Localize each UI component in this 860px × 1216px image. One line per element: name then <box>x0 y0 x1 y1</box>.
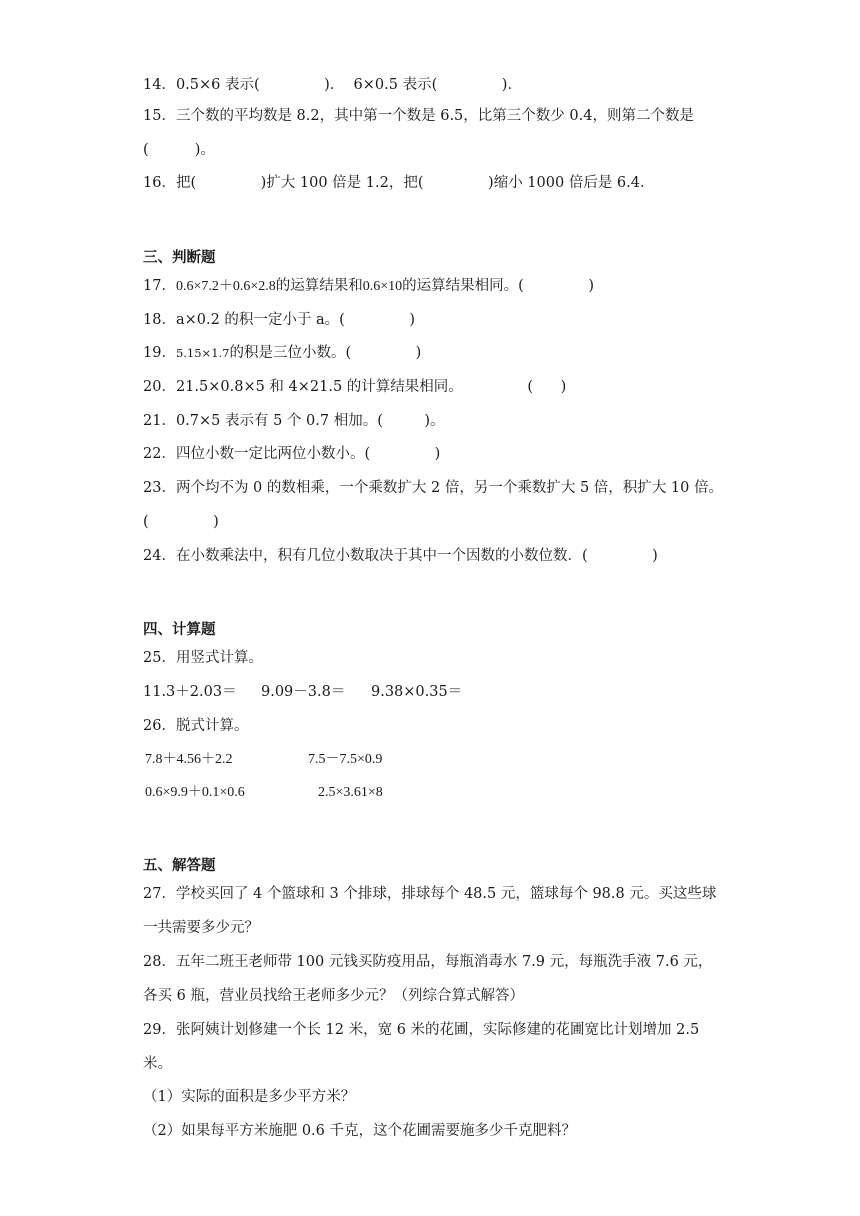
question-19 <box>143 343 421 363</box>
question-19-number: 19． <box>143 345 176 361</box>
question-26: 26．脱式计算。 <box>143 718 249 734</box>
question-28-line-1: 28．五年二班王老师带 100 元钱买防疫用品，每瓶消毒水 7.9 元，每瓶洗手液 7.6 元， <box>143 954 713 970</box>
question-25-item-2: 9.09－3.8＝ <box>261 684 346 700</box>
question-27-line-2: 一共需要多少元？ <box>143 920 259 936</box>
question-14: 14．0.5×6 表示( )． 6×0.5 表示( )． <box>143 77 522 93</box>
question-25: 25．用竖式计算。 <box>143 650 263 666</box>
question-15-line-1: 15．三个数的平均数是 8.2，其中第一个数是 6.5，比第三个数少 0.4，则第二个数是 <box>143 108 694 124</box>
question-28-line-2: 各买 6 瓶，营业员找给王老师多少元？（列综合算式解答） <box>143 988 524 1004</box>
question-24: 24．在小数乘法中，积有几位小数取决于其中一个因数的小数位数．( ) <box>143 548 658 564</box>
question-17-tail: 的运算结果相同。( ) <box>402 278 594 294</box>
question-23-line-1: 23．两个均不为 0 的数相乘，一个乘数扩大 2 倍，另一个乘数扩大 5 倍，积扩大 10 倍。 <box>143 480 723 496</box>
question-17-number: 17． <box>143 278 176 294</box>
question-19-expression: 5.15×1.7 <box>175 346 230 360</box>
question-17 <box>143 276 594 297</box>
question-29-line-2: 米。 <box>143 1056 172 1072</box>
question-17-middle: 的运算结果和 <box>275 278 363 294</box>
question-23-line-2: ( ) <box>143 514 219 530</box>
question-15-line-2: ( )。 <box>143 142 215 158</box>
question-26-item-2: 7.5－7.5×0.9 <box>308 752 383 767</box>
section-heading-calculation: 四、计算题 <box>143 621 216 638</box>
question-17-expression: 0.6×7.2＋0.6×2.8 <box>175 279 276 294</box>
section-heading-true-false: 三、判断题 <box>143 249 216 266</box>
question-29-sub-1: （1）实际的面积是多少平方米？ <box>143 1089 356 1105</box>
question-29-line-1: 29．张阿姨计划修建一个长 12 米，宽 6 米的花圃，实际修建的花圃宽比计划增加 2.5 <box>143 1022 700 1038</box>
question-25-item-3: 9.38×0.35＝ <box>371 684 463 700</box>
question-26-item-3: 0.6×9.9＋0.1×0.6 <box>145 785 245 800</box>
question-18: 18．a×0.2 的积一定小于 a。( ) <box>143 312 416 328</box>
question-29-sub-2: （2）如果每平方米施肥 0.6 千克，这个花圃需要施多少千克肥料？ <box>143 1123 577 1139</box>
question-19-tail: 的积是三位小数。( ) <box>229 345 422 361</box>
question-25-item-1: 11.3＋2.03＝ <box>143 684 237 700</box>
question-26-item-1: 7.8＋4.56＋2.2 <box>145 752 233 767</box>
question-20: 20．21.5×0.8×5 和 4×21.5 的计算结果相同。 ( ) <box>143 379 567 395</box>
question-22: 22．四位小数一定比两位小数小。( ) <box>143 446 441 462</box>
question-21: 21．0.7×5 表示有 5 个 0.7 相加。( )。 <box>143 413 445 429</box>
question-17-expression-2: 0.6×10 <box>362 279 403 294</box>
question-26-item-4: 2.5×3.61×8 <box>318 785 383 800</box>
question-27-line-1: 27．学校买回了 4 个篮球和 3 个排球，排球每个 48.5 元，篮球每个 98.8 元。买这些球 <box>143 886 717 902</box>
section-heading-word-problems: 五、解答题 <box>143 857 216 874</box>
question-16: 16．把( )扩大 100 倍是 1.2，把( )缩小 1000 倍后是 6.4． <box>143 175 655 191</box>
